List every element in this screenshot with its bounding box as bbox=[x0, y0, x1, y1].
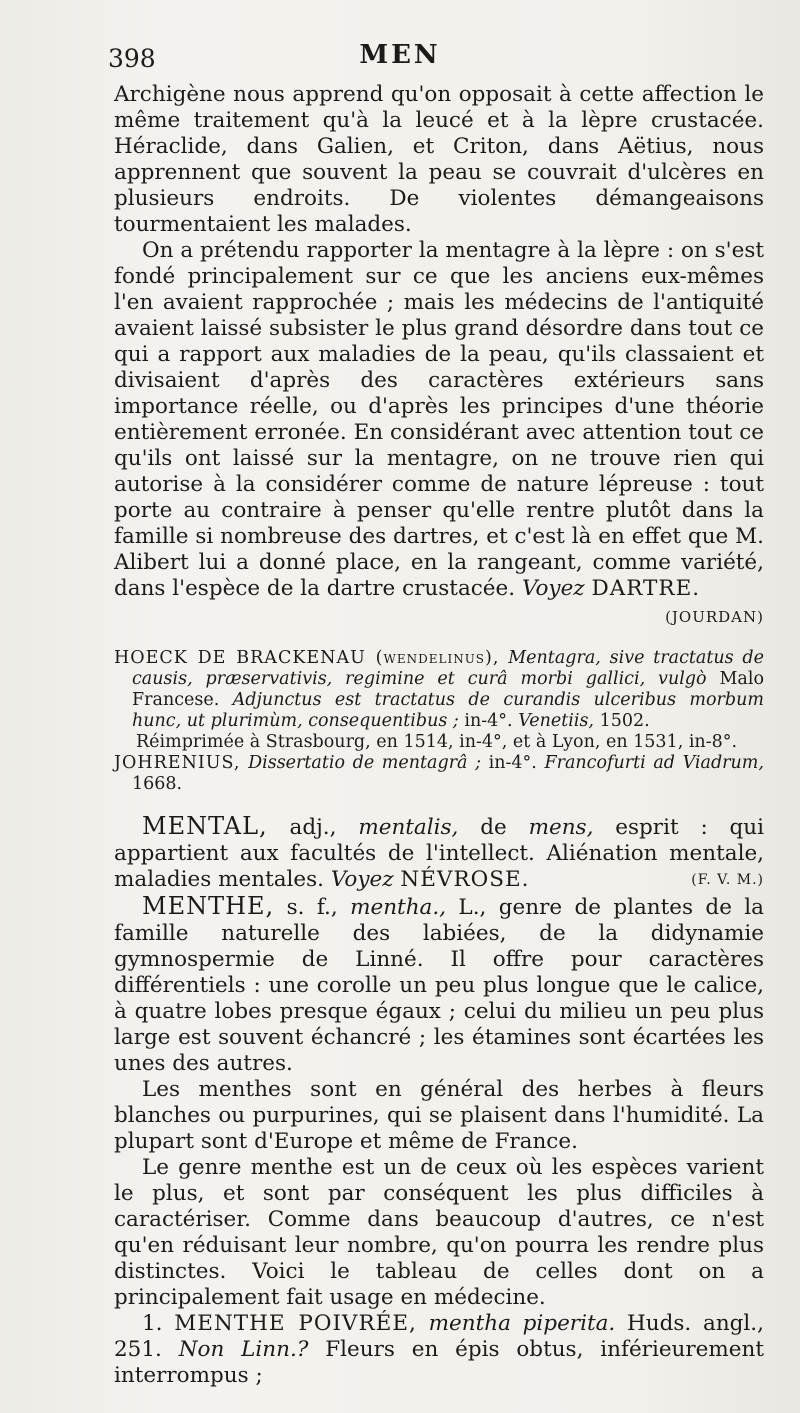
cross-reference-nevrose: NÉVROSE. bbox=[400, 867, 530, 892]
page-body bbox=[114, 82, 764, 1389]
species-item-1: 1. MENTHE POIVRÉE, mentha piperita. Huds. angl., 251. Non Linn.? Fleurs en épis obtus, inférieurement interrompus ; bbox=[114, 1311, 764, 1388]
voyez-label: Voyez bbox=[521, 576, 585, 601]
entry-mental: MENTAL, adj., mentalis, de mens, esprit : qui appartient aux facultés de l'intellect. Aliénation mentale, maladies mentales. Voyez NÉVROSE. (F. V. M.) bbox=[114, 812, 765, 892]
author-signature-fvm: (F. V. M.) bbox=[691, 872, 764, 888]
bibliography-entry-hoeck: HOECK DE BRACKENAU (wendelinus), Mentagra, sive tractatus de causis, præservativis, regimine et curâ morbi gallici, vulgò Malo Francese. Adjunctus est tractatus de curandis ulceribus morbum hunc, ut plurimùm, consequentibus ; in-4°. Venetiis, 1502. bbox=[114, 648, 764, 731]
running-head: MEN bbox=[359, 40, 441, 70]
entry-menthe: MENTHE, s. f., mentha., L., genre de plantes de la famille naturelle des labiées, de la didynamie gymnospermie de Linné. Il offre pour caractères différentiels : une corolle un peu plus longue que le calice, à quatre lobes presque égaux ; celui du milieu un peu plus large est souvent échancré ; les étamines sont écartées les unes des autres. bbox=[114, 892, 764, 1076]
paragraph-lepre-2-text: On a prétendu rapporter la mentagre à la lèpre : on s'est fondé principalement sur ce que les anciens eux-mêmes l'en avaient rapprochée ; mais les médecins de l'antiquité avaient laissé subsister le plus grand désordre dans tout ce qui a rapport aux maladies de la peau, qu'ils classaient et divisaient d'après des caractères extérieurs sans importance réelle, ou d'après les principes d'une théorie entièrement erronée. En considérant avec attention tout ce qu'ils ont laissé sur la mentagre, on ne trouve rien qui autorise à la considérer comme de nature lépreuse : tout porte au contraire à penser qu'elle rentre plutôt dans la famille si nombreuse des dartres, et c'est là en effet que M. Alibert lui a donné place, en la rangeant, comme variété, dans l'espèce de la dartre crustacée. bbox=[114, 238, 764, 601]
paragraph-menthe-2: Les menthes sont en général des herbes à fleurs blanches ou purpurines, qui se plaisent dans l'humidité. La plupart sont d'Europe et même de France. bbox=[114, 1077, 764, 1154]
bibliography-reprint-note: Réimprimée à Strasbourg, en 1514, in-4°, et à Lyon, en 1531, in-8°. bbox=[136, 732, 738, 752]
paragraph-lepre-1: Archigène nous apprend qu'on opposait à cette affection le même traitement qu'à la leucé et à la lèpre crustacée. Héraclide, dans Galien, et Criton, dans Aëtius, nous apprennent que souvent la peau se couvrait d'ulcères en plusieurs endroits. De violentes démangeaisons tourmentaient les malades. bbox=[114, 82, 764, 237]
bibliography bbox=[114, 648, 764, 795]
headword-mental: MENTAL, bbox=[142, 812, 268, 840]
page-number: 398 bbox=[108, 44, 156, 73]
author-signature-jourdan: (JOURDAN) bbox=[665, 608, 764, 626]
bibliography-entry-johrenius: JOHRENIUS, Dissertatio de mentagrâ ; in-4°. Francofurti ad Viadrum, 1668. bbox=[114, 753, 764, 794]
voyez-label: Voyez bbox=[330, 867, 394, 892]
paragraph-lepre-2 bbox=[114, 238, 764, 602]
headword-menthe: MENTHE, bbox=[142, 892, 275, 920]
cross-reference-dartre: DARTRE. bbox=[591, 576, 701, 601]
paragraph-menthe-3: Le genre menthe est un de ceux où les espèces varient le plus, et sont par conséquent les plus difficiles à caractériser. Comme dans beaucoup d'autres, ce n'est qu'en réduisant leur nombre, qu'on pourra les rendre plus distinctes. Voici le tableau de celles dont on a principalement fait usage en médecine. bbox=[114, 1155, 764, 1310]
